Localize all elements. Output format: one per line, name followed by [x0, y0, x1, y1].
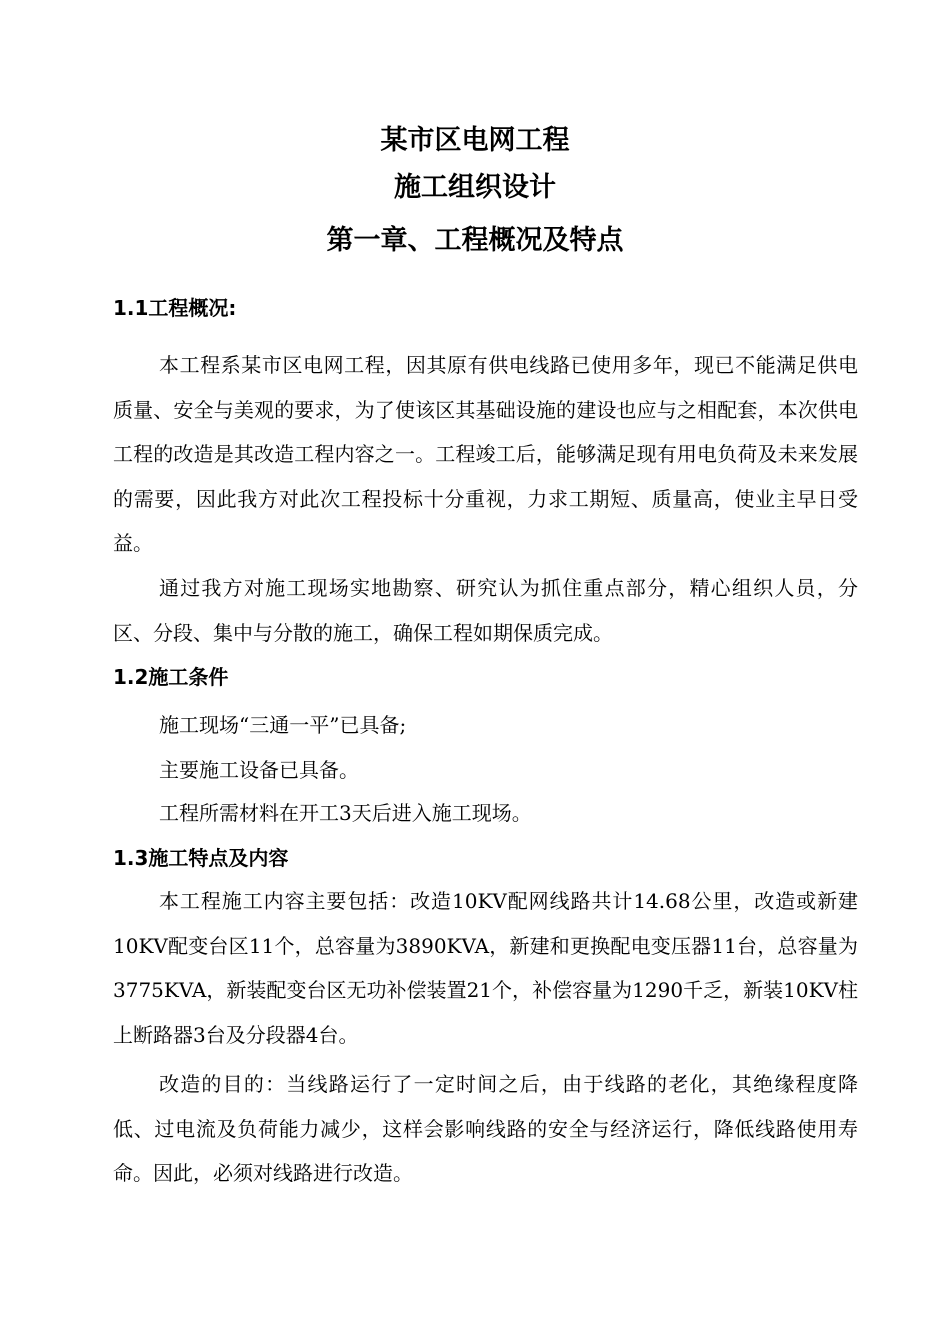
document-subtitle: 施工组织设计: [394, 172, 556, 203]
section-1-2-item-1: 施工现场“三通一平”已具备;: [159, 713, 407, 737]
section-1-2-item-2: 主要施工设备已具备。: [159, 758, 359, 782]
section-1-3-paragraph-2: 改造的目的：当线路运行了一定时间之后，由于线路的老化，其绝缘程度降低、过电流及负荷能力减少，这样会影响线路的安全与经济运行，降低线路使用寿命。因此，必须对线路进行改造。: [113, 1072, 858, 1185]
chapter-title: 第一章、工程概况及特点: [326, 225, 624, 256]
section-heading-1-2: 1.2施工条件: [113, 665, 229, 689]
section-heading-1-3: 1.3施工特点及内容: [113, 846, 289, 870]
document-title: 某市区电网工程: [380, 125, 570, 156]
section-1-1-paragraph-2: 通过我方对施工现场实地勘察、研究认为抓住重点部分，精心组织人员，分区、分段、集中与分散的施工，确保工程如期保质完成。: [113, 576, 858, 645]
section-1-2-item-3: 工程所需材料在开工3天后进入施工现场。: [159, 801, 532, 825]
section-heading-1-1: 1.1工程概况:: [113, 296, 237, 320]
section-1-1-paragraph-1: 本工程系某市区电网工程，因其原有供电线路已使用多年，现已不能满足供电质量、安全与美观的要求，为了使该区其基础设施的建设也应与之相配套，本次供电工程的改造是其改造工程内容之一。工程竣工后，能够满足现有用电负荷及未来发展的需要，因此我方对此次工程投标十分重视，力求工期短、质量高，使业主早日受益。: [113, 353, 858, 555]
section-1-3-paragraph-1: 本工程施工内容主要包括：改造10KV配网线路共计14.68公里，改造或新建10KV配变台区11个，总容量为3890KVA，新建和更换配电变压器11台，总容量为3775KVA，新装配变台区无功补偿装置21个，补偿容量为1290千乏，新装10KV柱上断路器3台及分段器4台。: [113, 889, 858, 1047]
